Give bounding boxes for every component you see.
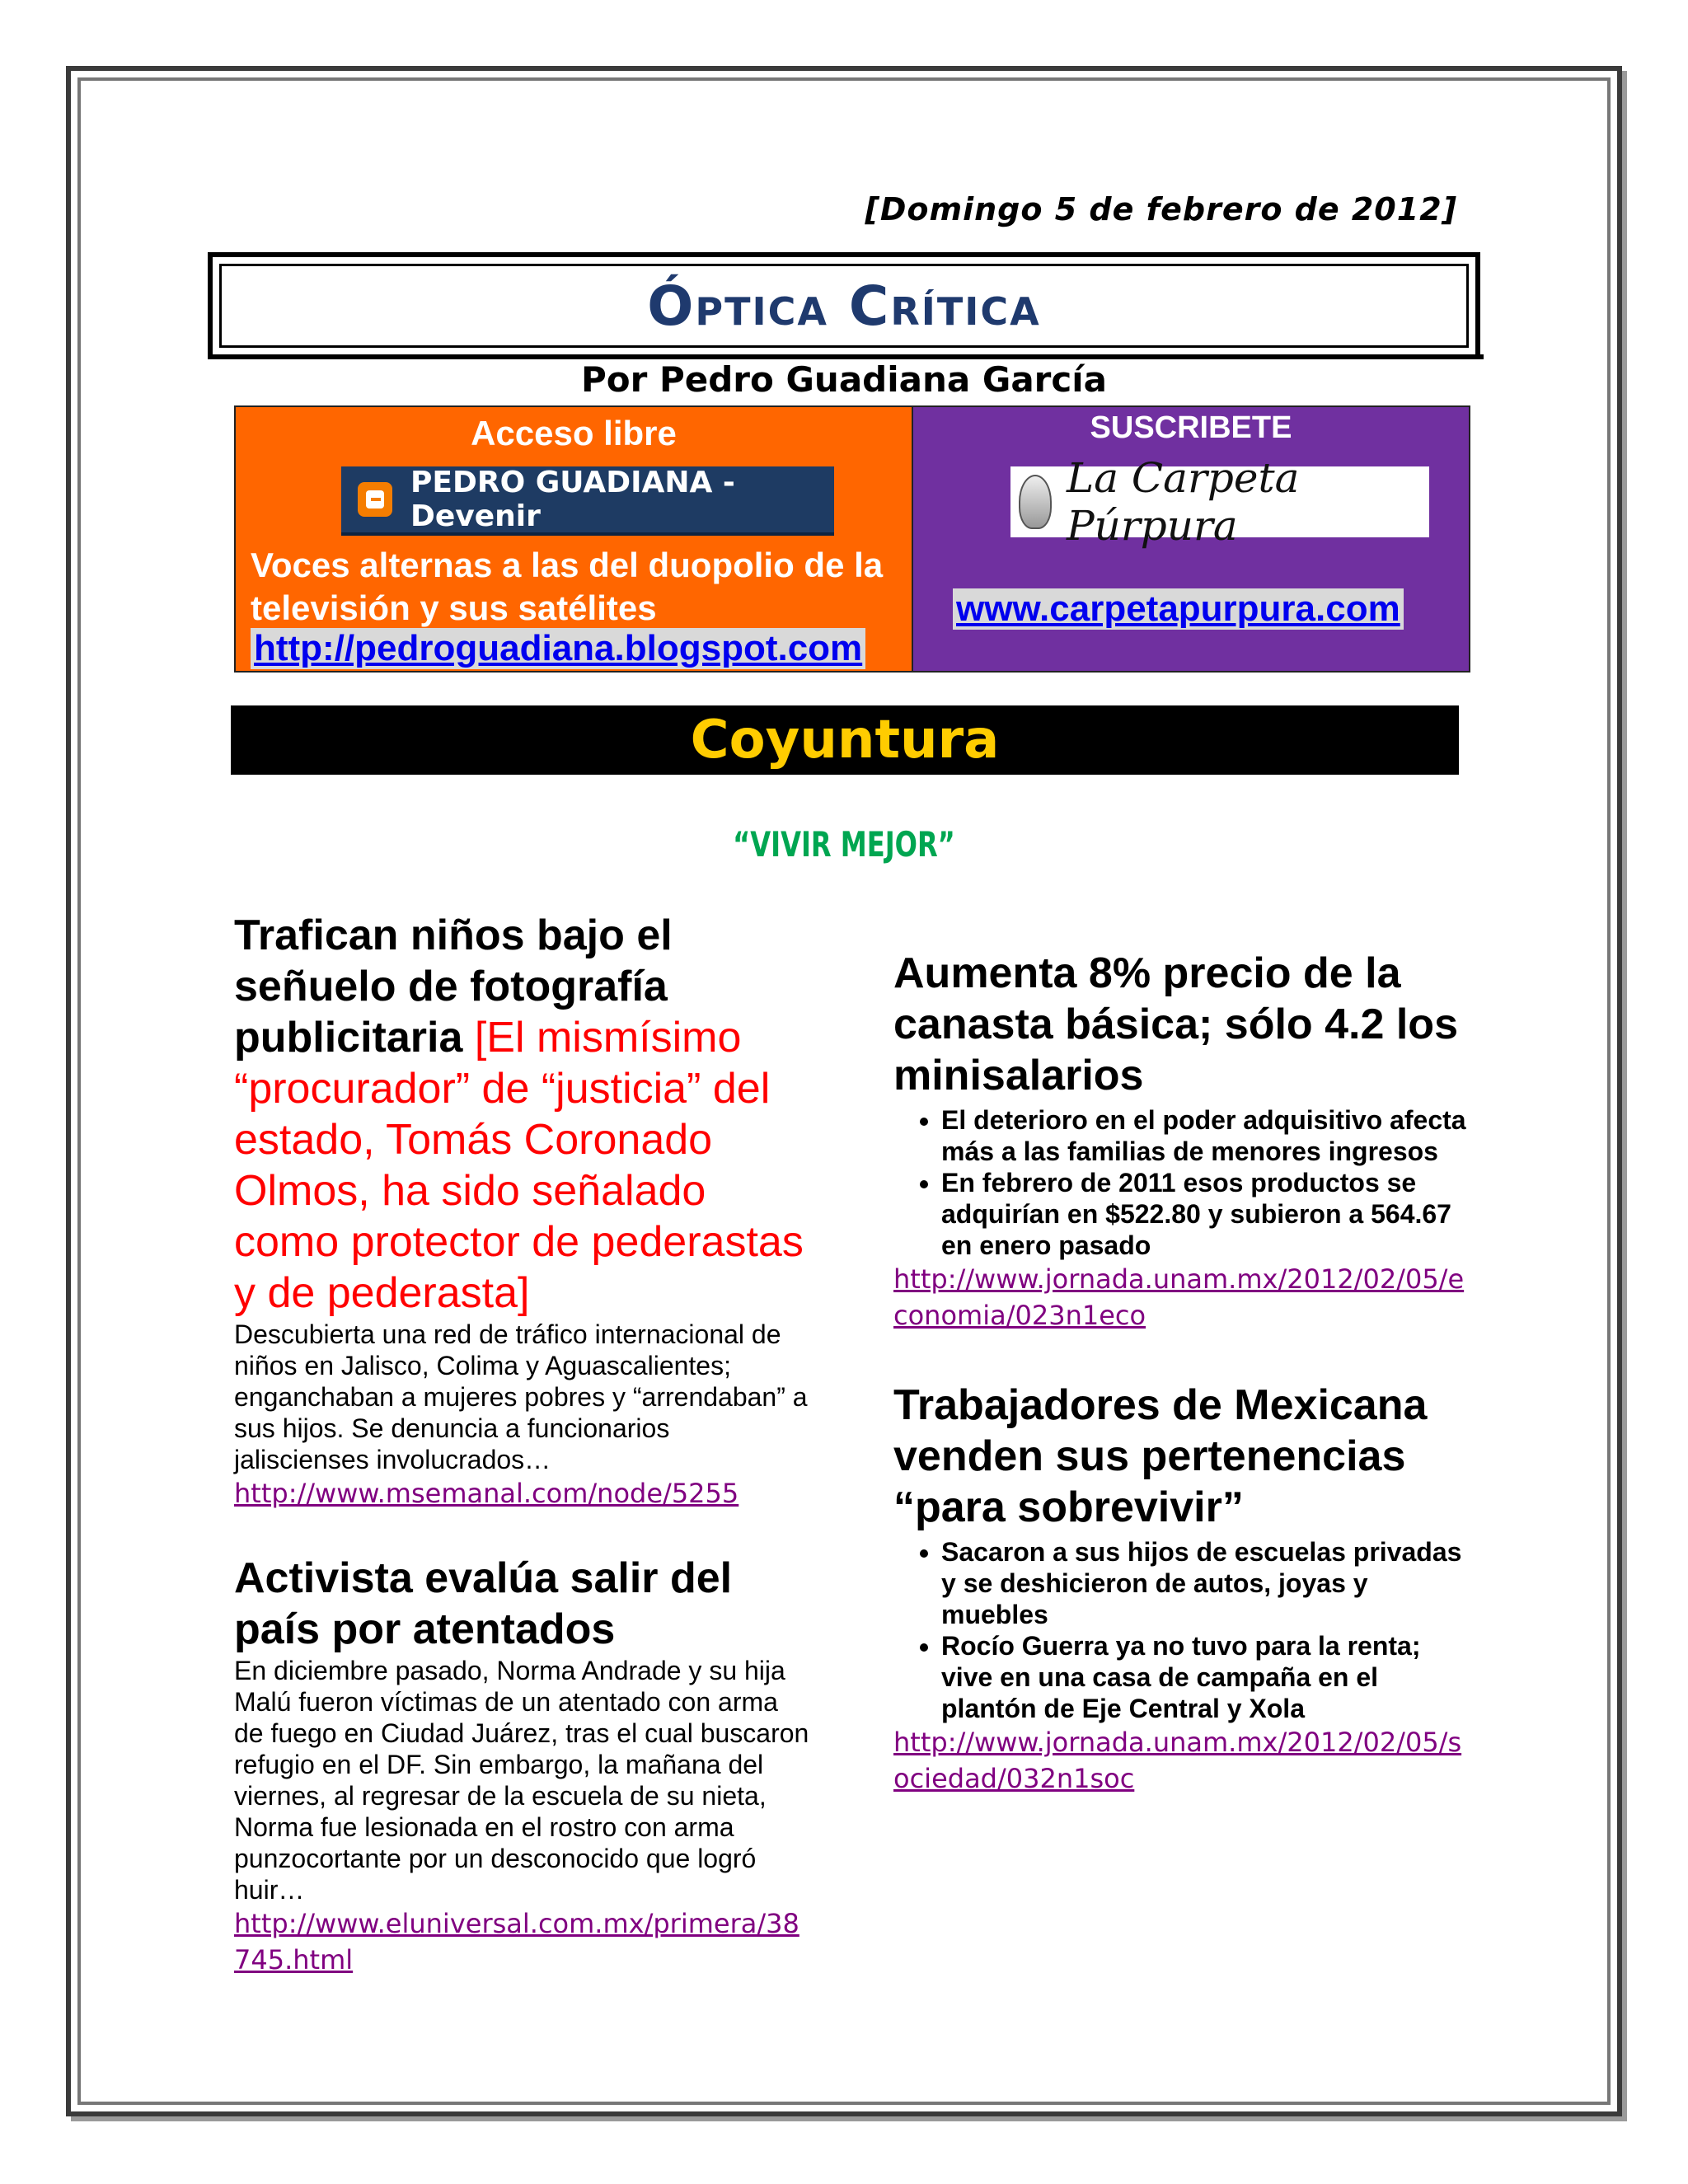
article-body: Descubierta una red de tráfico internacional de niños en Jalisco, Colima y Aguascalientes; enganchaban a mujeres pobres y “arrendaban” a sus hijos. Se denuncia a funcionarios jaliscienses involucrados… [234, 1319, 808, 1474]
byline: Por Pedro Guadiana García [580, 359, 1108, 400]
article-bullets [893, 1104, 1470, 1261]
article-link[interactable]: http://www.jornada.unam.mx/2012/02/05/economia/023n1eco [893, 1263, 1465, 1331]
left-column [234, 910, 811, 1978]
blog-tagline: Voces alternas a las del duopolio de la televisión y sus satélites [251, 546, 884, 627]
article-headline: Aumenta 8% precio de la canasta básica; sólo 4.2 los minisalarios [893, 949, 1458, 1099]
blog-badge[interactable] [341, 466, 834, 536]
subsection-title: “VIVIR MEJOR” [733, 824, 955, 865]
article-editorial-note: [El mismísimo “procurador” de “justicia” del estado, Tomás Coronado Olmos, ha sido señalado como protector de pederastas y de pederasta] [234, 1014, 804, 1317]
issue-date: [Domingo 5 de febrero de 2012] [865, 191, 1457, 227]
article [234, 910, 811, 1511]
article-link[interactable]: http://www.jornada.unam.mx/2012/02/05/sociedad/032n1soc [893, 1727, 1462, 1794]
section-banner [231, 705, 1459, 775]
article [893, 948, 1470, 1333]
masthead-box [208, 252, 1480, 359]
subscribe-heading: SUSCRIBETE [1090, 410, 1292, 445]
right-column [893, 948, 1470, 1797]
free-access-heading: Acceso libre [471, 414, 677, 452]
carpeta-purpura-logo[interactable] [1010, 454, 1429, 550]
masthead-title: Óptica Crítica [647, 274, 1041, 338]
blog-link[interactable]: http://pedroguadiana.blogspot.com [251, 628, 865, 669]
article-headline: Trabajadores de Mexicana venden sus pertenencias “para sobrevivir” [893, 1381, 1428, 1531]
blog-badge-label: PEDRO GUADIANA - Devenir [410, 466, 735, 533]
article-headline: Activista evalúa salir del país por atentados [234, 1554, 733, 1653]
bullet-item: • Rocío Guerra ya no tuvo para la renta; vive en una casa de campaña en el plantón de Eje Central y Xola [941, 1630, 1470, 1724]
article-link[interactable]: http://www.eluniversal.com.mx/primera/38745.html [234, 1908, 799, 1975]
bullet-item: • Sacaron a sus hijos de escuelas privadas y se deshicieron de autos, joyas y muebles [941, 1536, 1470, 1630]
bullet-item: • En febrero de 2011 esos productos se adquirían en $522.80 y subieron a 564.67 en enero pasado [941, 1167, 1470, 1261]
article-body: En diciembre pasado, Norma Andrade y su hija Malú fueron víctimas de un atentado con arma de fuego en Ciudad Juárez, tras el cual buscaron refugio en el DF. Sin embargo, la mañana del viernes, al regresar de la escuela de su nieta, Norma fue lesionada en el rostro con arma punzocortante por un desconocido que logró huir… [234, 1656, 809, 1905]
article-link[interactable]: http://www.msemanal.com/node/5255 [234, 1478, 739, 1509]
carpeta-site-link[interactable]: www.carpetapurpura.com [953, 588, 1404, 630]
bullet-item: • El deterioro en el poder adquisitivo afecta más a las familias de menores ingresos [941, 1104, 1470, 1167]
article-bullets [893, 1536, 1470, 1724]
promo-free-access [236, 407, 913, 671]
promo-banner [234, 405, 1470, 673]
article [893, 1380, 1470, 1797]
section-title: Coyuntura [690, 710, 1000, 771]
shell-icon [1019, 475, 1052, 529]
blogger-icon [358, 482, 392, 517]
carpeta-logo-text: La Carpeta Púrpura [1067, 454, 1300, 550]
promo-subscribe [913, 407, 1469, 671]
article [234, 1553, 811, 1978]
article-headline: Trafican niños bajo el señuelo de fotografía publicitaria [El mismísimo “procurador” de “justicia” del estado, Tomás Coronado Olmos, ha sido señalado como protector de pederastas y de pederasta] [234, 912, 804, 1317]
